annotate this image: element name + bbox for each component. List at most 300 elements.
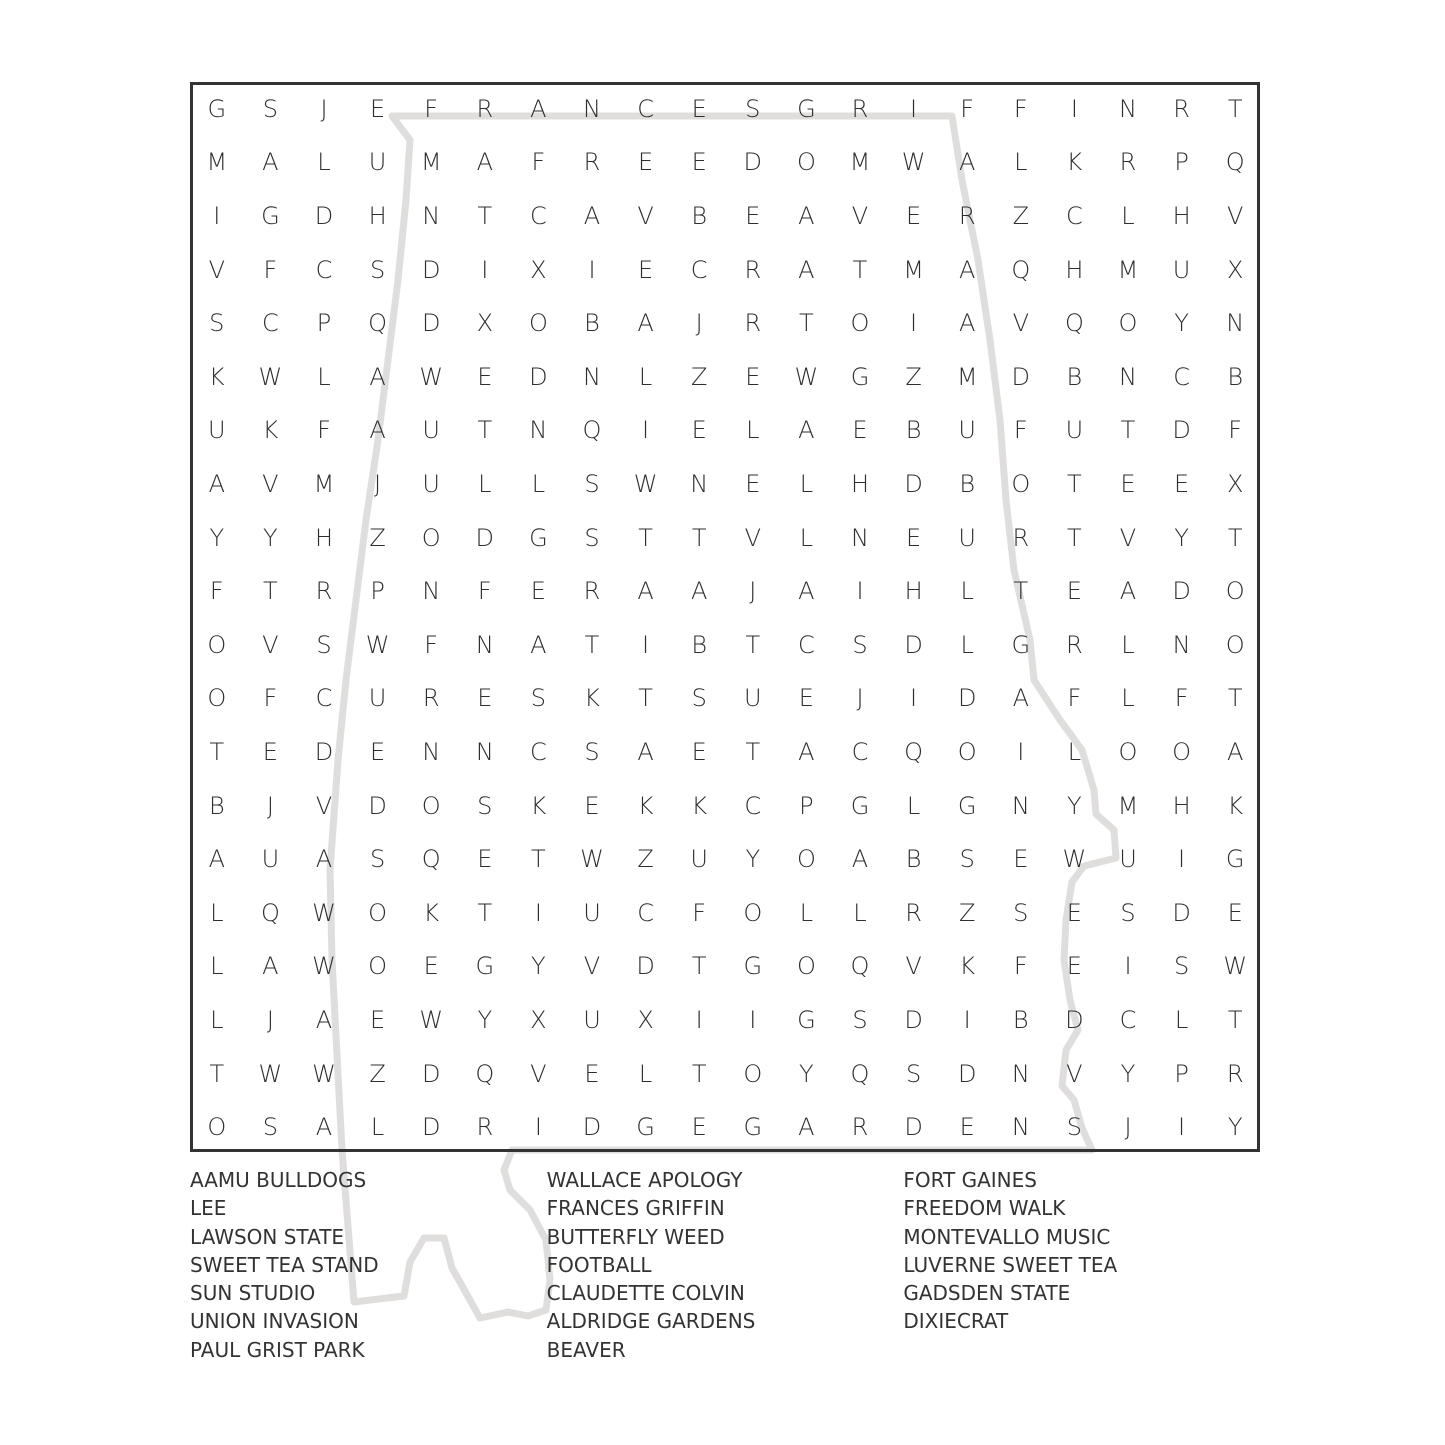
grid-cell[interactable]: J (320, 94, 328, 123)
grid-cell[interactable]: D (904, 1113, 923, 1142)
grid-cell[interactable]: A (958, 148, 976, 177)
grid-cell[interactable]: R (583, 577, 601, 606)
grid-cell[interactable]: S (477, 791, 493, 820)
grid-cell[interactable]: A (637, 737, 654, 766)
grid-cell[interactable]: R (958, 201, 976, 230)
grid-cell[interactable]: N (1119, 94, 1137, 123)
grid-cell[interactable]: D (1172, 416, 1191, 445)
grid-cell[interactable]: W (901, 148, 926, 177)
grid-cell[interactable]: N (1119, 362, 1137, 391)
grid-cell[interactable]: Q (368, 309, 388, 338)
grid-cell[interactable]: K (208, 362, 225, 391)
grid-cell[interactable]: F (960, 94, 975, 123)
grid-cell[interactable]: O (1172, 737, 1192, 766)
grid-cell[interactable]: T (1227, 94, 1243, 123)
grid-cell[interactable]: U (583, 1005, 601, 1034)
grid-cell[interactable]: Y (1120, 1059, 1136, 1088)
grid-cell[interactable]: U (1065, 416, 1084, 445)
grid-cell[interactable]: Z (1012, 201, 1030, 230)
grid-cell[interactable]: B (691, 630, 708, 659)
grid-cell[interactable]: I (910, 309, 918, 338)
grid-cell[interactable]: A (262, 148, 279, 177)
grid-cell[interactable]: V (1226, 201, 1244, 230)
grid-cell[interactable]: D (421, 255, 441, 284)
grid-cell[interactable]: T (209, 1059, 225, 1088)
grid-cell[interactable]: O (1118, 737, 1138, 766)
grid-cell[interactable]: U (1119, 845, 1137, 874)
grid-cell[interactable]: A (315, 845, 333, 874)
grid-cell[interactable]: O (368, 898, 388, 927)
grid-cell[interactable]: L (210, 1005, 224, 1034)
grid-cell[interactable]: G (207, 94, 227, 123)
letter-grid[interactable] (190, 82, 1262, 1154)
grid-cell[interactable]: T (1067, 523, 1082, 552)
grid-cell[interactable]: J (374, 469, 382, 498)
grid-cell[interactable]: Q (904, 737, 924, 766)
grid-cell[interactable]: T (691, 523, 707, 552)
grid-cell[interactable]: N (851, 523, 869, 552)
grid-cell[interactable]: S (852, 630, 868, 659)
grid-cell[interactable]: R (476, 1113, 494, 1142)
grid-cell[interactable]: C (1173, 362, 1190, 391)
grid-cell[interactable]: D (421, 309, 441, 338)
grid-cell[interactable]: F (424, 94, 439, 123)
grid-cell[interactable]: L (1121, 684, 1135, 713)
grid-cell[interactable]: L (960, 630, 974, 659)
grid-cell[interactable]: D (475, 523, 495, 552)
grid-cell[interactable]: C (637, 94, 654, 123)
grid-cell[interactable]: E (1174, 469, 1190, 498)
grid-cell[interactable]: A (369, 416, 386, 445)
grid-cell[interactable]: A (798, 416, 815, 445)
grid-cell[interactable]: C (744, 791, 762, 820)
grid-cell[interactable]: G (636, 1113, 655, 1142)
grid-cell[interactable]: D (421, 1059, 441, 1088)
grid-cell[interactable]: A (690, 577, 708, 606)
grid-cell[interactable]: E (584, 1059, 600, 1088)
grid-cell[interactable]: G (1225, 845, 1245, 874)
grid-cell[interactable]: E (477, 684, 493, 713)
grid-cell[interactable]: I (534, 1113, 542, 1142)
grid-cell[interactable]: O (796, 148, 816, 177)
grid-cell[interactable]: Z (905, 362, 922, 391)
grid-cell[interactable]: R (1173, 94, 1190, 123)
grid-cell[interactable]: A (637, 577, 654, 606)
grid-cell[interactable]: A (262, 952, 279, 981)
grid-cell[interactable]: B (1012, 1005, 1029, 1034)
grid-cell[interactable]: A (637, 309, 654, 338)
grid-cell[interactable]: W (794, 362, 819, 391)
grid-cell[interactable]: B (208, 791, 225, 820)
grid-cell[interactable]: E (906, 523, 922, 552)
grid-cell[interactable]: P (1174, 1059, 1189, 1088)
grid-cell[interactable]: E (906, 201, 922, 230)
grid-cell[interactable]: Y (1227, 1113, 1243, 1142)
grid-cell[interactable]: R (1066, 630, 1083, 659)
grid-cell[interactable]: S (369, 255, 386, 284)
grid-cell[interactable]: A (958, 309, 976, 338)
grid-cell[interactable]: L (210, 898, 224, 927)
grid-cell[interactable]: S (959, 845, 975, 874)
grid-cell[interactable]: Q (1064, 309, 1084, 338)
grid-cell[interactable]: P (799, 791, 814, 820)
grid-cell[interactable]: Y (1174, 309, 1189, 338)
grid-cell[interactable]: Z (637, 845, 654, 874)
grid-cell[interactable]: S (584, 523, 600, 552)
grid-cell[interactable]: E (691, 94, 707, 123)
grid-cell[interactable]: T (1227, 684, 1243, 713)
grid-cell[interactable]: S (316, 630, 332, 659)
grid-cell[interactable]: E (1066, 898, 1082, 927)
grid-cell[interactable]: N (1172, 630, 1191, 659)
grid-cell[interactable]: L (370, 1113, 385, 1142)
grid-cell[interactable]: X (476, 309, 494, 338)
grid-cell[interactable]: E (745, 362, 761, 391)
grid-cell[interactable]: E (798, 684, 814, 713)
grid-cell[interactable]: J (266, 1005, 274, 1034)
grid-cell[interactable]: Y (209, 523, 225, 552)
grid-cell[interactable]: S (745, 94, 761, 123)
grid-cell[interactable]: N (422, 737, 441, 766)
grid-cell[interactable]: C (530, 737, 547, 766)
grid-cell[interactable]: U (958, 416, 976, 445)
grid-cell[interactable]: K (423, 898, 440, 927)
grid-cell[interactable]: B (1066, 362, 1083, 391)
grid-cell[interactable]: V (1012, 309, 1029, 338)
grid-cell[interactable]: E (638, 255, 654, 284)
grid-cell[interactable]: G (529, 523, 548, 552)
grid-cell[interactable]: A (1119, 577, 1137, 606)
grid-cell[interactable]: N (475, 737, 494, 766)
grid-cell[interactable]: L (210, 952, 224, 981)
grid-cell[interactable]: B (1227, 362, 1244, 391)
grid-cell[interactable]: I (910, 94, 918, 123)
grid-cell[interactable]: M (849, 148, 871, 177)
grid-cell[interactable]: C (851, 737, 869, 766)
grid-cell[interactable]: U (368, 684, 387, 713)
grid-cell[interactable]: G (797, 94, 816, 123)
grid-cell[interactable]: A (208, 469, 225, 498)
grid-cell[interactable]: L (638, 362, 653, 391)
grid-cell[interactable]: T (638, 523, 653, 552)
grid-cell[interactable]: F (263, 255, 278, 284)
grid-cell[interactable]: V (1119, 523, 1137, 552)
grid-cell[interactable]: E (638, 148, 654, 177)
grid-cell[interactable]: Z (958, 898, 976, 927)
grid-cell[interactable]: F (477, 577, 492, 606)
grid-cell[interactable]: Q (582, 416, 602, 445)
grid-cell[interactable]: D (957, 1059, 977, 1088)
grid-cell[interactable]: A (583, 201, 601, 230)
grid-cell[interactable]: V (744, 523, 761, 552)
grid-cell[interactable]: R (851, 1113, 869, 1142)
grid-cell[interactable]: F (692, 898, 707, 927)
grid-cell[interactable]: T (263, 577, 278, 606)
grid-cell[interactable]: W (419, 1005, 444, 1034)
grid-cell[interactable]: S (262, 94, 278, 123)
grid-cell[interactable]: K (530, 791, 547, 820)
grid-cell[interactable]: Q (850, 1059, 870, 1088)
grid-cell[interactable]: A (1012, 684, 1029, 713)
grid-cell[interactable]: M (420, 148, 442, 177)
grid-cell[interactable]: T (1227, 523, 1243, 552)
grid-cell[interactable]: E (745, 469, 761, 498)
grid-cell[interactable]: Y (477, 1005, 493, 1034)
grid-cell[interactable]: B (584, 309, 600, 338)
grid-cell[interactable]: J (749, 577, 757, 606)
grid-cell[interactable]: G (1011, 630, 1031, 659)
grid-cell[interactable]: S (584, 737, 600, 766)
grid-cell[interactable]: E (1066, 952, 1082, 981)
grid-cell[interactable]: D (904, 1005, 923, 1034)
grid-cell[interactable]: U (261, 845, 280, 874)
grid-cell[interactable]: I (910, 684, 918, 713)
grid-cell[interactable]: A (851, 845, 869, 874)
grid-cell[interactable]: G (957, 791, 977, 820)
grid-cell[interactable]: S (369, 845, 386, 874)
grid-cell[interactable]: F (209, 577, 224, 606)
grid-cell[interactable]: I (1124, 952, 1132, 981)
grid-cell[interactable]: H (1172, 201, 1191, 230)
grid-cell[interactable]: N (583, 362, 601, 391)
grid-cell[interactable]: Y (1174, 523, 1189, 552)
grid-cell[interactable]: J (856, 684, 864, 713)
grid-cell[interactable]: Q (850, 952, 870, 981)
grid-cell[interactable]: S (691, 684, 707, 713)
grid-cell[interactable]: B (691, 201, 708, 230)
grid-cell[interactable]: I (856, 577, 864, 606)
grid-cell[interactable]: R (1226, 1059, 1244, 1088)
grid-cell[interactable]: R (1119, 148, 1137, 177)
grid-cell[interactable]: A (798, 201, 815, 230)
grid-cell[interactable]: T (638, 684, 653, 713)
grid-cell[interactable]: I (1017, 737, 1025, 766)
grid-cell[interactable]: H (314, 523, 334, 552)
grid-cell[interactable]: O (207, 684, 227, 713)
grid-cell[interactable]: U (1172, 255, 1191, 284)
grid-cell[interactable]: A (958, 255, 976, 284)
grid-cell[interactable]: E (1120, 469, 1136, 498)
grid-cell[interactable]: K (1227, 791, 1244, 820)
grid-cell[interactable]: L (746, 416, 760, 445)
grid-cell[interactable]: F (1174, 684, 1189, 713)
grid-cell[interactable]: T (477, 898, 493, 927)
grid-cell[interactable]: L (531, 469, 546, 498)
grid-cell[interactable]: T (209, 737, 225, 766)
grid-cell[interactable]: R (422, 684, 440, 713)
grid-cell[interactable]: X (637, 1005, 654, 1034)
grid-cell[interactable]: W (258, 1059, 283, 1088)
grid-cell[interactable]: N (422, 577, 441, 606)
grid-cell[interactable]: A (369, 362, 386, 391)
grid-cell[interactable]: E (691, 416, 707, 445)
grid-cell[interactable]: T (1067, 469, 1082, 498)
grid-cell[interactable]: E (691, 148, 707, 177)
grid-cell[interactable]: F (1228, 416, 1243, 445)
grid-cell[interactable]: U (744, 684, 762, 713)
grid-cell[interactable]: C (315, 255, 333, 284)
grid-cell[interactable]: O (368, 952, 388, 981)
grid-cell[interactable]: S (262, 1113, 278, 1142)
grid-cell[interactable]: H (1172, 791, 1191, 820)
grid-cell[interactable]: O (207, 630, 227, 659)
grid-cell[interactable]: E (262, 737, 278, 766)
grid-cell[interactable]: F (1067, 684, 1082, 713)
grid-cell[interactable]: H (850, 469, 870, 498)
grid-cell[interactable]: D (904, 630, 923, 659)
grid-cell[interactable]: T (531, 845, 546, 874)
grid-cell[interactable]: N (1011, 1059, 1030, 1088)
grid-cell[interactable]: K (1066, 148, 1083, 177)
grid-cell[interactable]: S (1120, 898, 1136, 927)
grid-cell[interactable]: D (582, 1113, 602, 1142)
grid-cell[interactable]: B (959, 469, 976, 498)
grid-cell[interactable]: I (1178, 845, 1186, 874)
grid-cell[interactable]: I (695, 1005, 703, 1034)
grid-cell[interactable]: H (368, 201, 387, 230)
grid-cell[interactable]: V (851, 201, 869, 230)
grid-cell[interactable]: R (315, 577, 333, 606)
grid-cell[interactable]: I (213, 201, 221, 230)
grid-cell[interactable]: R (476, 94, 494, 123)
grid-cell[interactable]: R (851, 94, 869, 123)
grid-cell[interactable]: I (642, 416, 650, 445)
grid-cell[interactable]: O (796, 952, 816, 981)
grid-cell[interactable]: A (530, 94, 547, 123)
grid-cell[interactable]: C (637, 898, 654, 927)
grid-cell[interactable]: L (960, 577, 974, 606)
grid-cell[interactable]: L (799, 523, 814, 552)
grid-cell[interactable]: T (584, 630, 600, 659)
grid-cell[interactable]: O (1011, 469, 1031, 498)
grid-cell[interactable]: V (1066, 1059, 1083, 1088)
grid-cell[interactable]: O (1118, 309, 1138, 338)
grid-cell[interactable]: D (529, 362, 548, 391)
grid-cell[interactable]: N (1011, 791, 1030, 820)
grid-cell[interactable]: Q (1225, 148, 1245, 177)
grid-cell[interactable]: Z (369, 1059, 386, 1088)
grid-cell[interactable]: E (959, 1113, 975, 1142)
grid-cell[interactable]: W (258, 362, 283, 391)
grid-cell[interactable]: O (796, 845, 816, 874)
grid-cell[interactable]: G (261, 201, 280, 230)
grid-cell[interactable]: T (691, 1059, 707, 1088)
grid-cell[interactable]: S (1066, 1113, 1082, 1142)
grid-cell[interactable]: E (584, 791, 600, 820)
grid-cell[interactable]: X (530, 255, 547, 284)
grid-cell[interactable]: U (690, 845, 708, 874)
grid-cell[interactable]: F (1013, 94, 1028, 123)
grid-cell[interactable]: L (853, 898, 867, 927)
grid-cell[interactable]: L (1121, 201, 1135, 230)
grid-cell[interactable]: W (580, 845, 604, 874)
grid-cell[interactable]: A (208, 845, 225, 874)
grid-cell[interactable]: K (637, 791, 654, 820)
grid-cell[interactable]: F (317, 416, 331, 445)
grid-cell[interactable]: W (365, 630, 390, 659)
grid-cell[interactable]: L (799, 469, 814, 498)
grid-cell[interactable]: M (206, 148, 228, 177)
grid-cell[interactable]: T (1120, 416, 1136, 445)
grid-cell[interactable]: J (266, 791, 274, 820)
grid-cell[interactable]: D (368, 791, 387, 820)
grid-cell[interactable]: I (481, 255, 489, 284)
grid-cell[interactable]: F (531, 148, 546, 177)
grid-cell[interactable]: C (315, 684, 333, 713)
grid-cell[interactable]: A (530, 630, 547, 659)
grid-cell[interactable]: E (1227, 898, 1243, 927)
grid-cell[interactable]: W (1062, 845, 1087, 874)
grid-cell[interactable]: W (312, 952, 336, 981)
grid-cell[interactable]: M (313, 469, 335, 498)
grid-cell[interactable]: N (475, 630, 494, 659)
grid-cell[interactable]: O (1225, 577, 1245, 606)
grid-cell[interactable]: A (315, 1005, 333, 1034)
grid-cell[interactable]: P (1174, 148, 1189, 177)
grid-cell[interactable]: C (262, 309, 279, 338)
grid-cell[interactable]: D (1172, 577, 1191, 606)
grid-cell[interactable]: L (317, 362, 331, 391)
grid-cell[interactable]: R (905, 898, 922, 927)
grid-cell[interactable]: N (1011, 1113, 1030, 1142)
grid-cell[interactable]: I (749, 1005, 757, 1034)
grid-cell[interactable]: P (370, 577, 385, 606)
grid-cell[interactable]: V (315, 791, 333, 820)
grid-cell[interactable]: L (638, 1059, 653, 1088)
grid-cell[interactable]: F (1013, 416, 1028, 445)
grid-cell[interactable]: Y (745, 845, 761, 874)
grid-cell[interactable]: A (798, 1113, 815, 1142)
grid-cell[interactable]: Y (531, 952, 546, 981)
grid-cell[interactable]: E (745, 201, 761, 230)
grid-cell[interactable]: R (583, 148, 601, 177)
grid-cell[interactable]: E (370, 737, 386, 766)
grid-cell[interactable]: I (1070, 94, 1078, 123)
grid-cell[interactable]: I (642, 630, 650, 659)
grid-cell[interactable]: O (743, 1059, 763, 1088)
grid-cell[interactable]: L (1174, 1005, 1189, 1034)
grid-cell[interactable]: S (1173, 952, 1190, 981)
grid-cell[interactable]: F (424, 630, 439, 659)
grid-cell[interactable]: L (478, 469, 492, 498)
grid-cell[interactable]: W (419, 362, 444, 391)
grid-cell[interactable]: M (903, 255, 924, 284)
grid-cell[interactable]: S (905, 1059, 922, 1088)
grid-cell[interactable]: S (584, 469, 600, 498)
grid-cell[interactable]: G (797, 1005, 816, 1034)
grid-cell[interactable]: U (368, 148, 387, 177)
grid-cell[interactable]: W (312, 898, 336, 927)
grid-cell[interactable]: L (799, 898, 814, 927)
grid-cell[interactable]: T (745, 737, 761, 766)
grid-cell[interactable]: H (1065, 255, 1084, 284)
grid-cell[interactable]: G (743, 952, 763, 981)
grid-cell[interactable]: Y (1067, 791, 1082, 820)
grid-cell[interactable]: E (691, 737, 707, 766)
grid-cell[interactable]: E (477, 845, 493, 874)
grid-cell[interactable]: T (691, 952, 707, 981)
grid-cell[interactable]: N (422, 201, 441, 230)
grid-cell[interactable]: D (314, 737, 334, 766)
grid-cell[interactable]: F (1013, 952, 1028, 981)
grid-cell[interactable]: O (421, 523, 441, 552)
grid-cell[interactable]: M (1117, 791, 1139, 820)
grid-cell[interactable]: Y (263, 523, 278, 552)
grid-cell[interactable]: W (312, 1059, 336, 1088)
grid-cell[interactable]: T (745, 630, 761, 659)
grid-cell[interactable]: D (1011, 362, 1031, 391)
grid-cell[interactable]: M (1117, 255, 1139, 284)
